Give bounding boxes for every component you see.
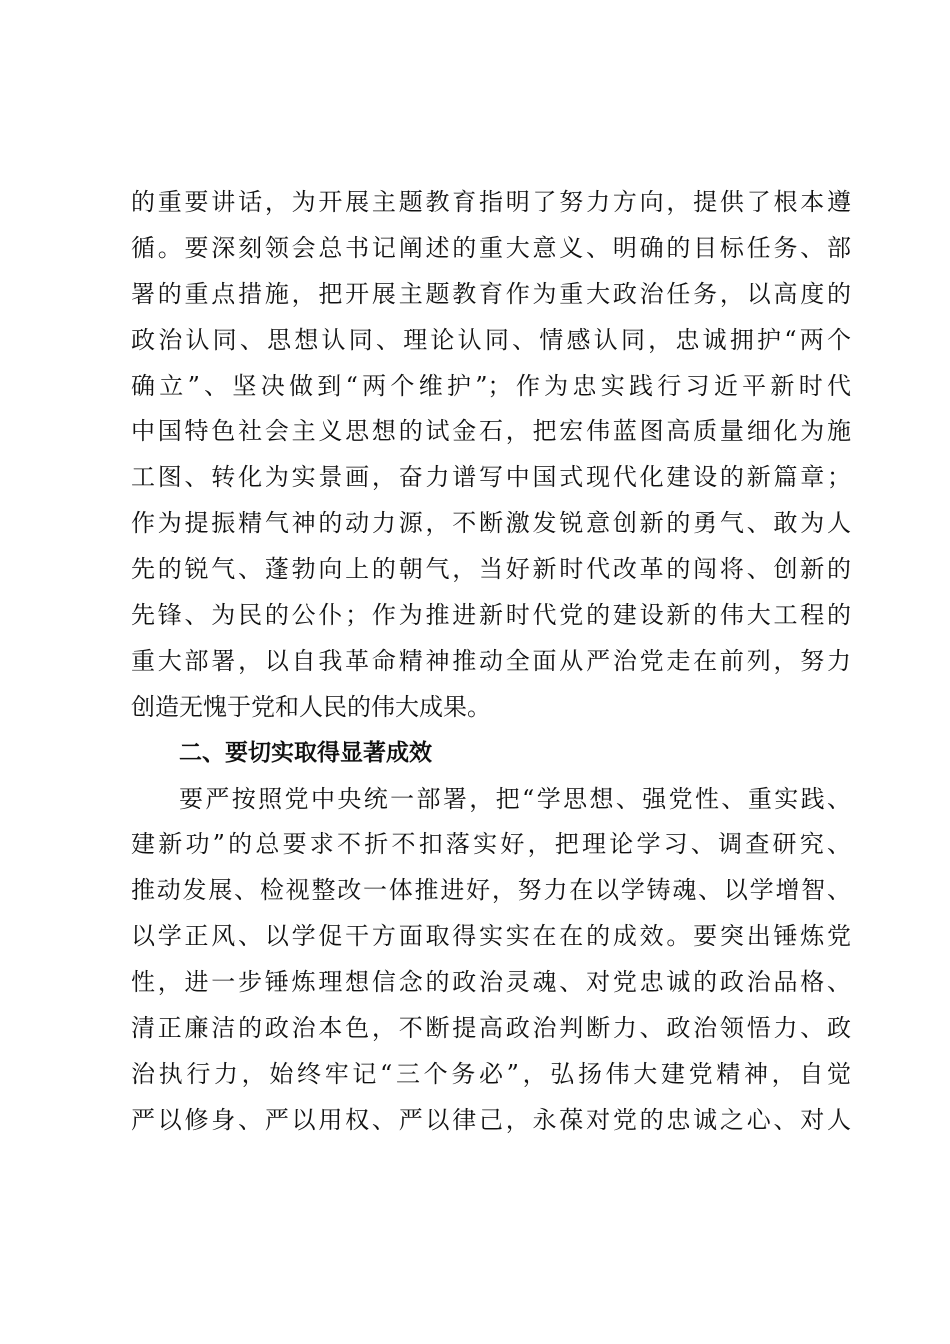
text-line: 治执行力，始终牢记“三个务必”，弘扬伟大建党精神，自觉 <box>131 1059 851 1088</box>
text-line: 严以修身、严以用权、严以律己，永葆对党的忠诚之心、对人 <box>131 1105 851 1134</box>
text-line: 确立”、坚决做到“两个维护”；作为忠实践行习近平新时代 <box>131 371 851 400</box>
text-line: 作为提振精气神的动力源，不断激发锐意创新的勇气、敢为人 <box>131 509 851 538</box>
text-line: 先锋、为民的公仆；作为推进新时代党的建设新的伟大工程的 <box>131 601 851 630</box>
text-line: 性，进一步锤炼理想信念的政治灵魂、对党忠诚的政治品格、 <box>131 968 851 997</box>
text-line: 要严按照党中央统一部署，把“学思想、强党性、重实践、 <box>179 784 851 813</box>
text-line: 先的锐气、蓬勃向上的朝气，当好新时代改革的闯将、创新的 <box>131 555 851 584</box>
text-line: 推动发展、检视整改一体推进好，努力在以学铸魂、以学增智、 <box>131 876 851 905</box>
text-line: 的重要讲话，为开展主题教育指明了努力方向，提供了根本遵 <box>131 188 851 216</box>
text-line: 以学正风、以学促干方面取得实实在在的成效。要突出锤炼党 <box>131 922 851 951</box>
section-heading: 二、要切实取得显著成效 <box>179 739 432 766</box>
text-line: 工图、转化为实景画，奋力谱写中国式现代化建设的新篇章； <box>131 463 851 492</box>
text-line: 重大部署，以自我革命精神推动全面从严治党走在前列，努力 <box>131 646 851 675</box>
paragraph-1 <box>131 180 851 731</box>
text-line: 建新功”的总要求不折不扣落实好，把理论学习、调查研究、 <box>131 830 851 859</box>
text-line: 循。要深刻领会总书记阐述的重大意义、明确的目标任务、部 <box>131 233 851 262</box>
paragraph-2 <box>131 777 851 1144</box>
document-body <box>131 180 851 1144</box>
text-line: 创造无愧于党和人民的伟大成果。 <box>131 692 491 721</box>
text-line: 署的重点措施，把开展主题教育作为重大政治任务，以高度的 <box>131 279 851 308</box>
text-line: 中国特色社会主义思想的试金石，把宏伟蓝图高质量细化为施 <box>131 417 851 446</box>
text-line: 清正廉洁的政治本色，不断提高政治判断力、政治领悟力、政 <box>131 1014 851 1043</box>
text-line: 政治认同、思想认同、理论认同、情感认同，忠诚拥护“两个 <box>131 325 851 354</box>
